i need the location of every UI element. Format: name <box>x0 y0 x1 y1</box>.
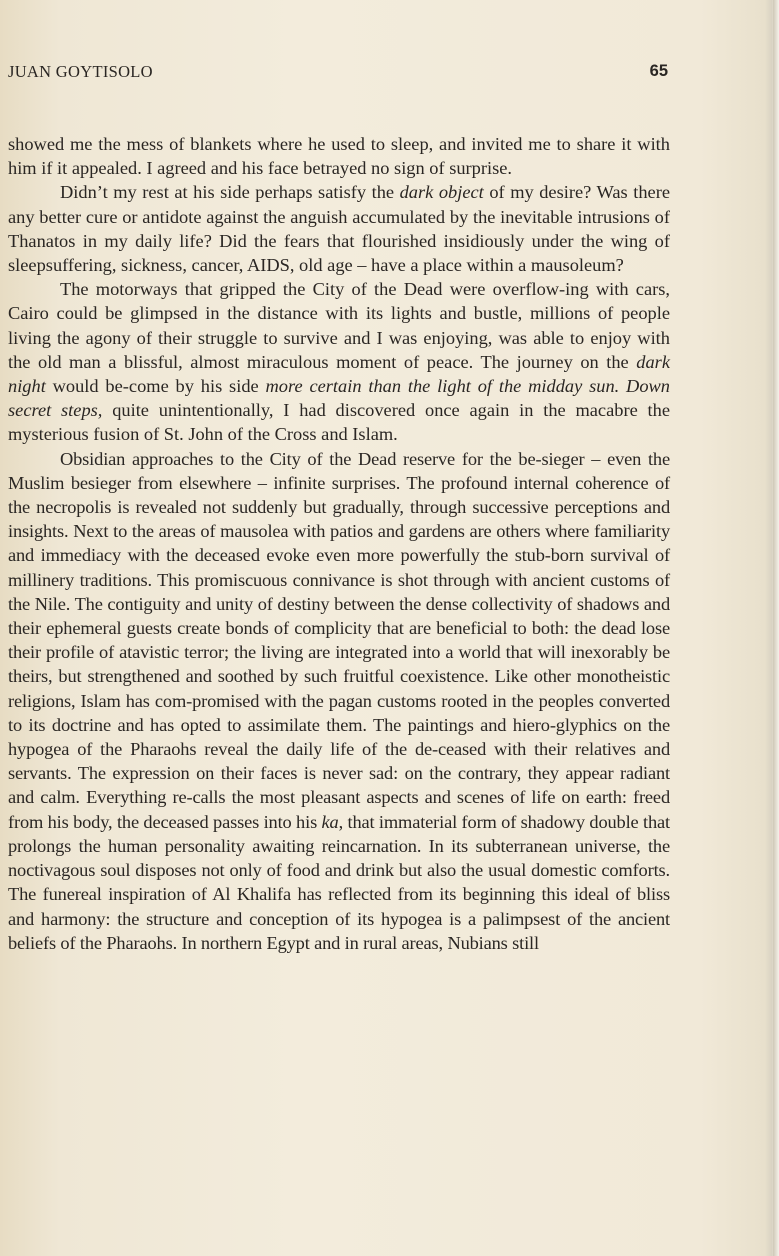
emphasis-dark-object: dark object <box>399 182 484 203</box>
page-number: 65 <box>649 62 668 80</box>
page-edge <box>773 0 779 1256</box>
emphasis-dark-night: dark night <box>8 351 670 397</box>
running-head: JUAN GOYTISOLO <box>8 62 153 81</box>
page-header <box>8 62 668 86</box>
emphasis-ka: ka <box>321 811 339 832</box>
paragraph-3: The motorways that gripped the City of the Dead were overflow-ing with cars, Cairo could be glimpsed in the distance with its lights and bustle, millions of people living the agony of their struggle to survive and I was enjoying, was able to enjoy with the old man a blissful, almost miraculous moment of peace. The journey on the dark night would be-come by his side more certain than the light of the midday sun. Down secret steps, quite unintentionally, I had discovered once again in the macabre the mysterious fusion of St. John of the Cross and Islam. <box>8 279 670 445</box>
paragraph-4: Obsidian approaches to the City of the Dead reserve for the be-sieger – even the Muslim besieger from elsewhere – infinite surprises. The profound internal coherence of the necropolis is revealed not suddenly but gradually, through successive perceptions and insights. Next to the areas of mausolea with patios and gardens are others where familiarity and immediacy with the deceased evoke even more powerfully the stub-born survival of millinery traditions. This promiscuous connivance is shot through with ancient customs of the Nile. The contiguity and unity of destiny between the dense collectivity of shadows and their ephemeral guests create bonds of complicity that are beneficial to both: the dead lose their profile of atavistic terror; the living are integrated into a world that will inexorably be theirs, but strengthened and soothed by such fruitful coexistence. Like other monotheistic religions, Islam has com-promised with the pagan customs rooted in the peoples converted to its doctrine and has opted to assimilate them. The paintings and hiero-glyphics on the hypogea of the Pharaohs reveal the daily life of the de-ceased with their relatives and servants. The expression on their faces is never sad: on the contrary, they appear radiant and calm. Everything re-calls the most pleasant aspects and scenes of life on earth: freed from his body, the deceased passes into his ka, that immaterial form of shadowy double that prolongs the human personality awaiting reincarnation. In its subterranean universe, the noctivagous soul disposes not only of food and drink but also the usual domestic comforts. The funereal inspiration of Al Khalifa has reflected from its beginning this ideal of bliss and harmony: the structure and conception of its hypogea is a palimpsest of the ancient beliefs of the Pharaohs. In northern Egypt and in rural areas, Nubians still <box>8 448 670 953</box>
paragraph-2: Didn’t my rest at his side perhaps satisfy the dark object of my desire? Was there any better cure or antidote against the anguish accumulated by the inevitable intrusions of Thanatos in my daily life? Did the fears that flourished insidiously under the wing of sleepsuffering, sickness, cancer, AIDS, old age – have a place within a mausoleum? <box>8 182 670 276</box>
body-text <box>8 132 670 955</box>
paragraph-1: showed me the mess of blankets where he used to sleep, and invited me to share it with him if it appealed. I agreed and his face betrayed no sign of surprise. <box>8 134 670 179</box>
emphasis-quotation: more certain than the light of the midday sun. Down secret steps, <box>8 376 670 421</box>
